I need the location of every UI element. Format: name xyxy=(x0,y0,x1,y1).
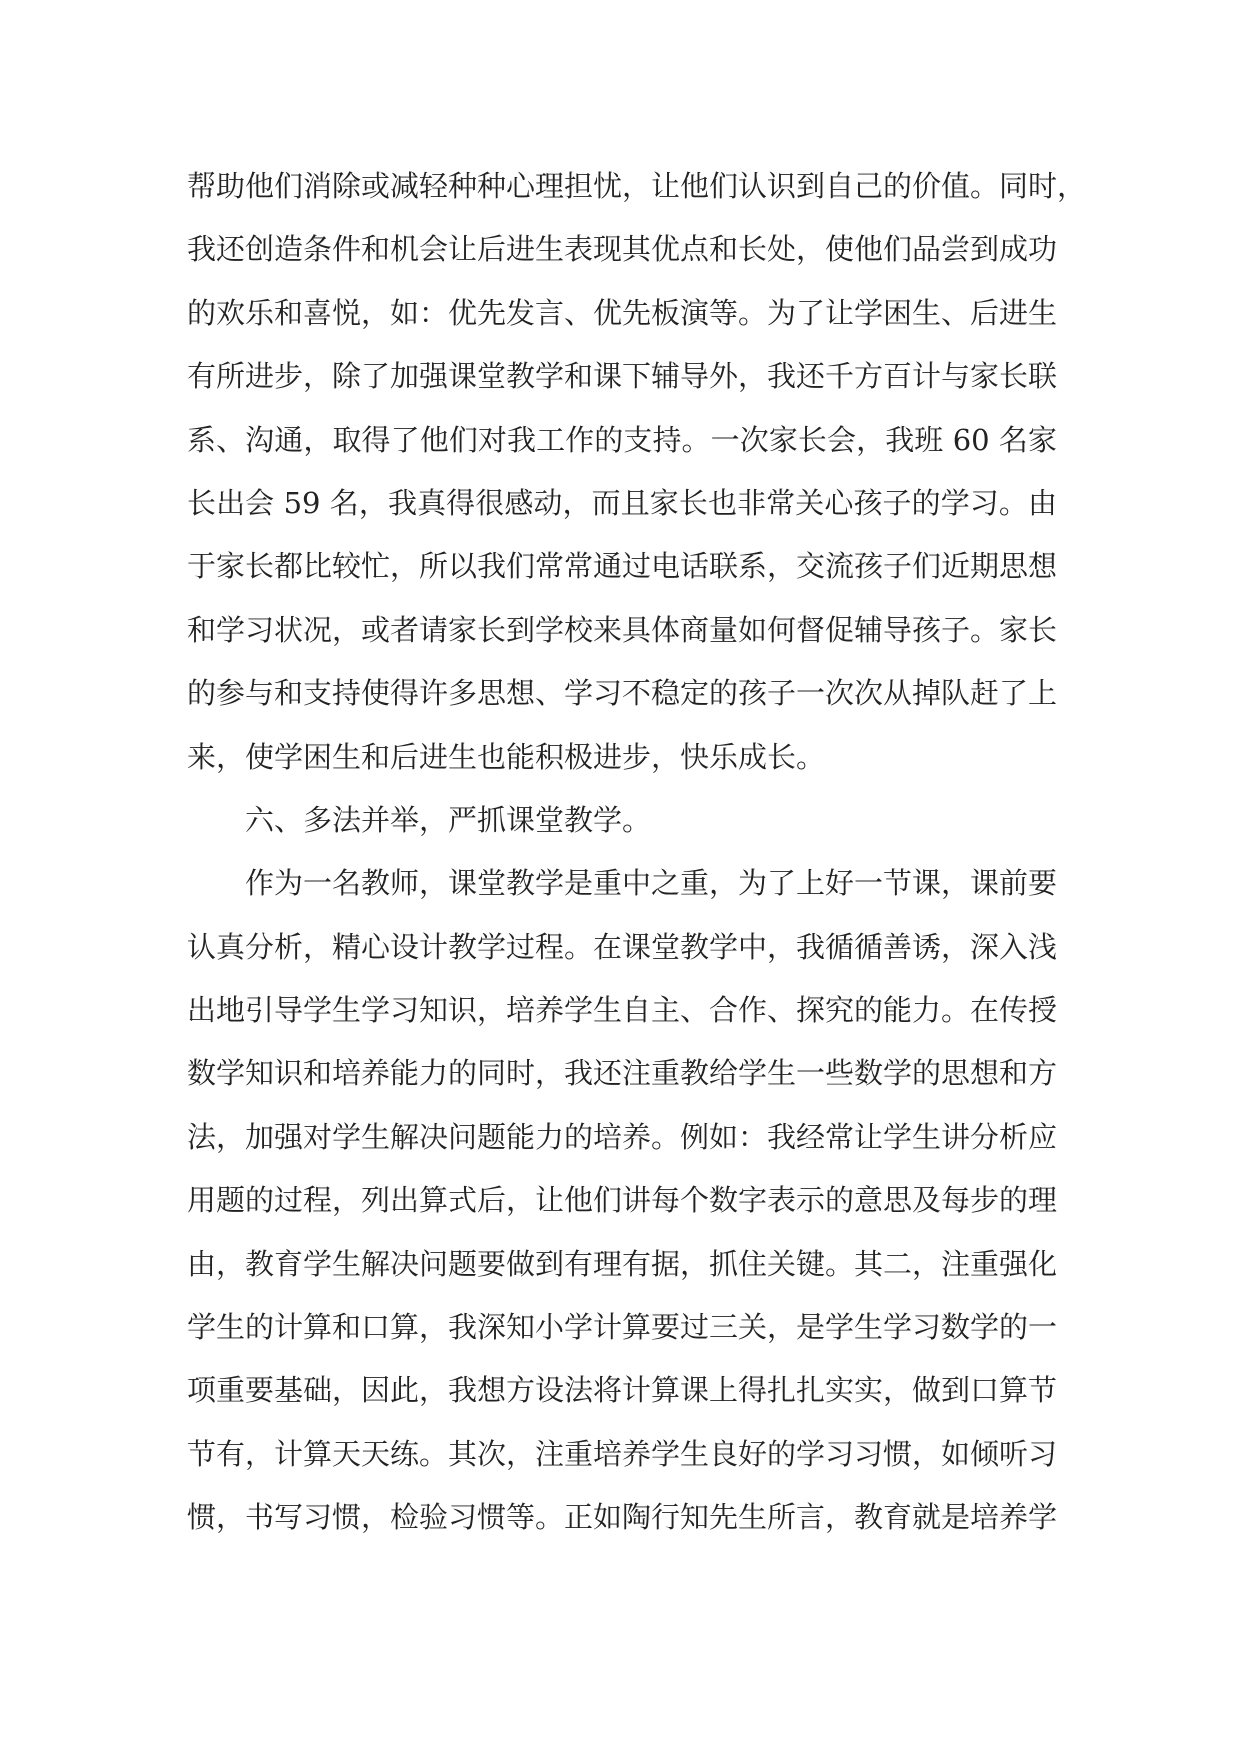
text-line: 帮助他们消除或减轻种种心理担忧，让他们认识到自己的价值。同时， xyxy=(187,169,1087,203)
text-line: 长出会 59 名，我真得很感动，而且家长也非常关心孩子的学习。由 xyxy=(187,485,1057,520)
text-line: 学生的计算和口算，我深知小学计算要过三关，是学生学习数学的一 xyxy=(187,1310,1058,1345)
text-line: 我还创造条件和机会让后进生表现其优点和长处，使他们品尝到成功 xyxy=(187,232,1058,267)
text-line: 法，加强对学生解决问题能力的培养。例如：我经常让学生讲分析应 xyxy=(187,1119,1058,1154)
text-line: 认真分析，精心设计教学过程。在课堂教学中，我循循善诱，深入浅 xyxy=(187,929,1058,964)
text-line: 由，教育学生解决问题要做到有理有据，抓住关键。其二，注重强化 xyxy=(187,1246,1058,1281)
text-line: 出地引导学生学习知识，培养学生自主、合作、探究的能力。在传授 xyxy=(187,993,1058,1028)
text-line: 系、沟通，取得了他们对我工作的支持。一次家长会，我班 60 名家 xyxy=(187,422,1057,457)
text-line: 于家长都比较忙，所以我们常常通过电话联系，交流孩子们近期思想 xyxy=(187,549,1058,584)
text-line: 有所进步，除了加强课堂教学和课下辅导外，我还千方百计与家长联 xyxy=(187,359,1058,394)
text-line: 惯，书写习惯，检验习惯等。正如陶行知先生所言，教育就是培养学 xyxy=(187,1500,1058,1535)
body-text xyxy=(187,155,1087,1550)
text-line: 项重要基础，因此，我想方设法将计算课上得扎扎实实，做到口算节 xyxy=(187,1373,1058,1408)
section-heading: 六、多法并举，严抓课堂教学。 xyxy=(245,802,652,837)
text-line: 数学知识和培养能力的同时，我还注重教给学生一些数学的思想和方 xyxy=(187,1056,1058,1091)
text-line: 来，使学困生和后进生也能积极进步，快乐成长。 xyxy=(187,739,826,774)
text-line: 和学习状况，或者请家长到学校来具体商量如何督促辅导孩子。家长 xyxy=(187,612,1058,647)
text-line: 节有，计算天天练。其次，注重培养学生良好的学习习惯，如倾听习 xyxy=(187,1436,1058,1471)
text-line: 的参与和支持使得许多思想、学习不稳定的孩子一次次从掉队赶了上 xyxy=(187,676,1058,711)
text-line: 作为一名教师，课堂教学是重中之重，为了上好一节课，课前要 xyxy=(245,866,1058,901)
text-line: 用题的过程，列出算式后，让他们讲每个数字表示的意思及每步的理 xyxy=(187,1183,1058,1218)
text-line: 的欢乐和喜悦，如：优先发言、优先板演等。为了让学困生、后进生 xyxy=(187,295,1058,330)
